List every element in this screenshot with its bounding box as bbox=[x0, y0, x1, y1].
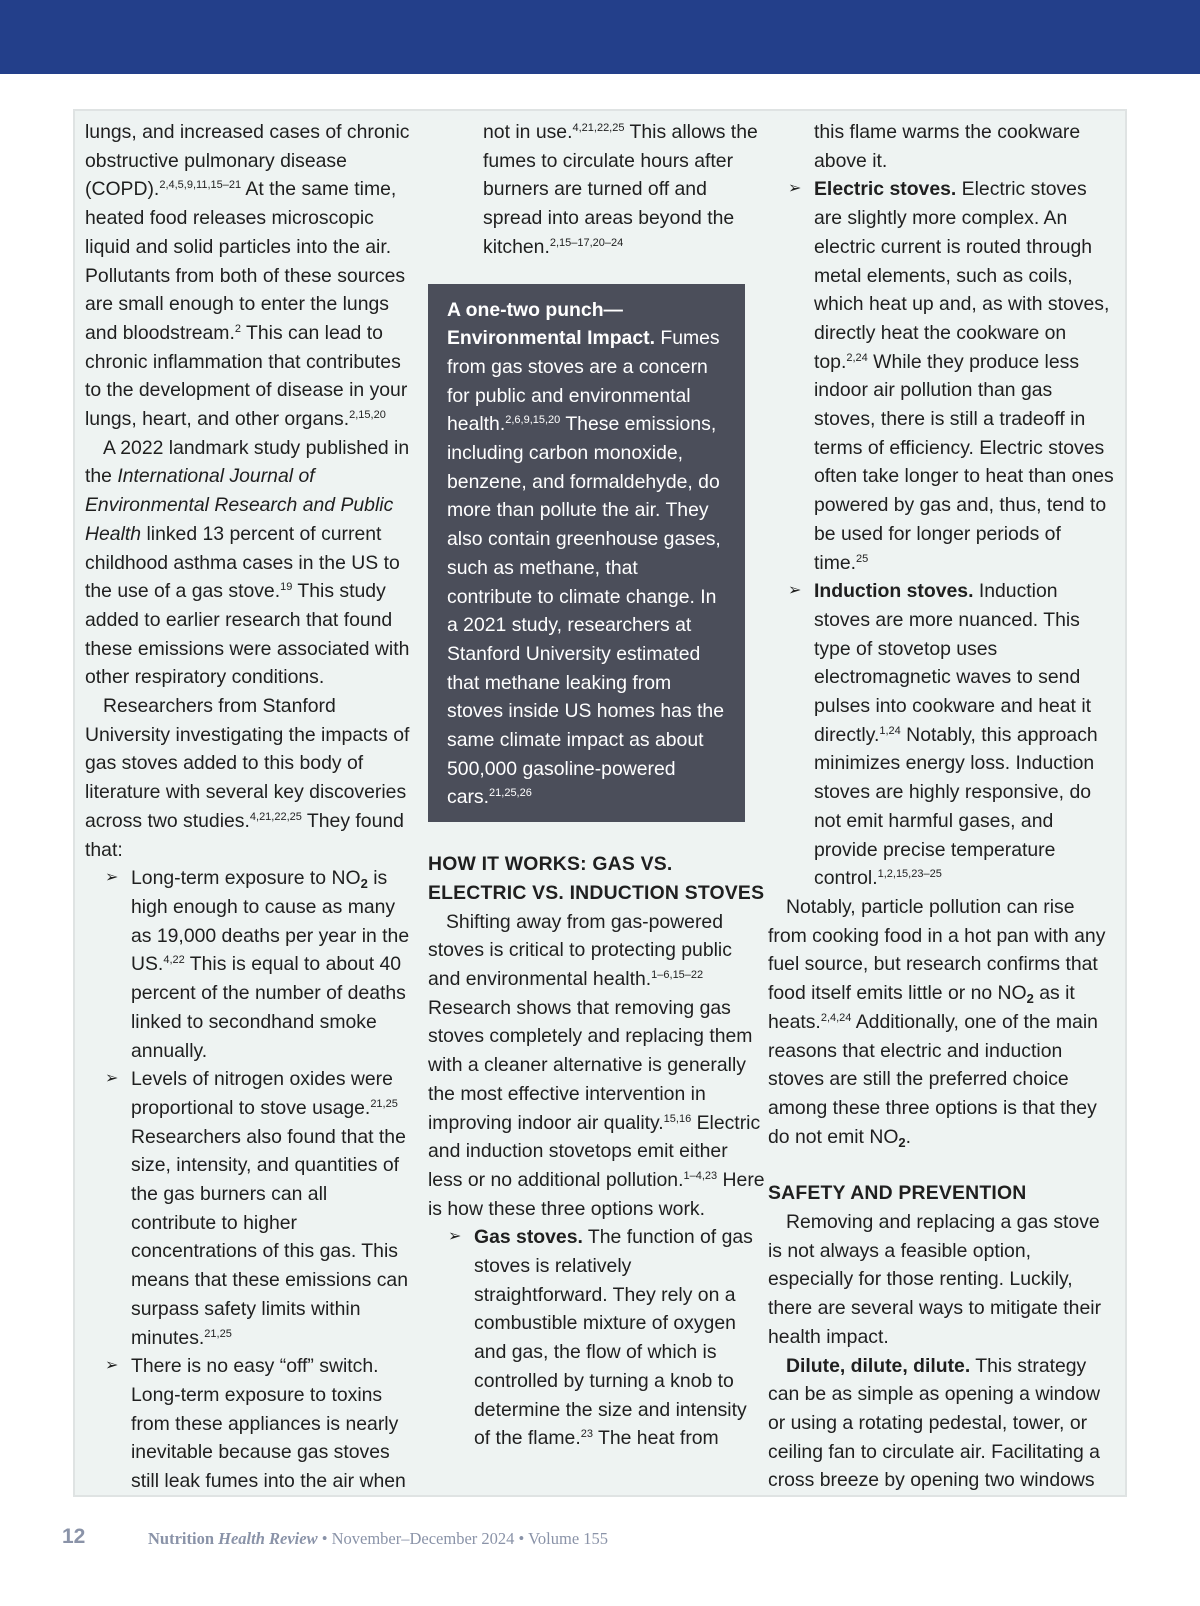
sidebar-environmental-impact: A one-two punch—Environmental Impact. Fumes from gas stoves are a concern for public and environmental health.$^{2,6,9,15,20}$ These emissions, including carbon monoxide, benzene, and formaldehyde, do more than pollute the air. They also contain greenhouse gases, such as methane, that contribute to climate change. In a 2021 study, researchers at Stanford University estimated that methane leaking from stoves inside US homes has the same climate impact as about 500,000 gasoline-powered cars.$^{21,25,26}$ bbox=[428, 284, 745, 823]
arrow-bullet-icon: ➢ bbox=[788, 582, 802, 600]
sidebar-title: A one-two punch—Environmental Impact. bbox=[447, 298, 655, 350]
list-item: ➢ Induction stoves. Induction stoves are more nuanced. This type of stovetop uses electromagnetic waves to send pulses into cookware and heat it directly.$^{1,24}$ Notably, this approach minimizes energy loss. Induction stoves are highly responsive, do not emit harmful gases, and provide precise temperature control.$^{1,2,15,23-25}$ bbox=[768, 577, 1118, 893]
arrow-bullet-icon: ➢ bbox=[448, 1228, 462, 1246]
paragraph: Removing and replacing a gas stove is not always a feasible option, especially for those renting. Luckily, there are several ways to mitigate their health impact. bbox=[768, 1211, 1102, 1348]
list-item: ➢ There is no easy “off” switch. Long-term exposure to toxins from these appliances is nearly inevitable because gas stoves still leak fumes into the air when bbox=[85, 1352, 415, 1496]
paragraph: A 2022 landmark study published in the International Journal of Environmental Research and Public Health linked 13 percent of current childhood asthma cases in the US to the use of a gas stove.$^{19}$ This study added to earlier research that found these emissions were associated with other respiratory conditions. bbox=[85, 436, 410, 689]
column-3 bbox=[768, 118, 1118, 1495]
arrow-bullet-icon: ➢ bbox=[788, 180, 802, 198]
list-item-continued: this flame warms the cookware above it. bbox=[814, 121, 1081, 172]
arrow-bullet-icon: ➢ bbox=[105, 1357, 119, 1375]
list-item-continued: not in use.$^{4,21,22,25}$ This allows the fumes to circulate hours after burners are turned off and spread into areas beyond the kitchen.$^{2,15-17,20-24}$ bbox=[483, 121, 758, 258]
paragraph: Notably, particle pollution can rise from cooking food in a hot pan with any fuel source, but research confirms that food itself emits little or no $NO_2$ as it heats.$^{2,4,24}$ Additionally, one of the main reasons that electric and induction stoves are still the preferred choice among these three options is that they do not emit $NO_2$. bbox=[768, 895, 1106, 1150]
paragraph: Shifting away from gas-powered stoves is critical to protecting public and environmental health.$^{1-6,15-22}$ Research shows that removing gas stoves completely and replacing them with a cleaner alternative is generally the most effective intervention in improving indoor air quality.$^{15,16}$ Electric and induction stovetops emit either less or no additional pollution.$^{1-4,23}$ Here is how these three options work. bbox=[428, 910, 765, 1220]
findings-list bbox=[85, 864, 415, 1495]
stove-types-list-continued bbox=[768, 118, 1118, 893]
column-2 bbox=[428, 118, 767, 1453]
column-1 bbox=[85, 118, 415, 1496]
list-item: ➢ Levels of nitrogen oxides were proportional to stove usage.$^{21,25}$ Researchers also found that the size, intensity, and quantities of the gas burners can all contribute to higher concentrations of this gas. This means that these emissions can surpass safety limits within minutes.$^{21,25}$ bbox=[85, 1065, 415, 1352]
paragraph: Dilute, dilute, dilute. This strategy can be as simple as opening a window or using a rotating pedestal, tower, or ceiling fan to circulate air. Facilitating a cross breeze by opening two windows bbox=[768, 1354, 1100, 1492]
list-item: ➢ Long-term exposure to $NO_2$ is high enough to cause as many as 19,000 deaths per year in the US.$^{4,22}$ This is equal to about 40 percent of the number of deaths linked to secondhand smoke annually. bbox=[85, 864, 415, 1065]
arrow-bullet-icon: ➢ bbox=[105, 869, 119, 887]
running-footer: Nutrition Health Review • November–December 2024 • Volume 155 bbox=[148, 1529, 609, 1548]
continued-list bbox=[437, 118, 767, 262]
page-number: 12 bbox=[62, 1525, 86, 1548]
list-item: ➢ Gas stoves. The function of gas stoves is relatively straightforward. They rely on a combustible mixture of oxygen and gas, the flow of which is controlled by turning a knob to determine the size and intensity of the flame.$^{23}$ The heat from bbox=[428, 1223, 767, 1453]
list-item: ➢ Electric stoves. Electric stoves are slightly more complex. An electric current is routed through metal elements, such as coils, which heat up and, as with stoves, directly heat the cookware on top.$^{2,24}$ While they produce less indoor air pollution than gas stoves, there is still a tradeoff in terms of efficiency. Electric stoves often take longer to heat than ones powered by gas and, thus, tend to be used for longer periods of time.$^{25}$ bbox=[768, 175, 1118, 577]
section-heading: SAFETY AND PREVENTION bbox=[768, 1182, 1027, 1205]
paragraph: lungs, and increased cases of chronic obstructive pulmonary disease (COPD).$^{2,4,5,9,11,15-21}$ At the same time, heated food releases microscopic liquid and solid particles into the air. Pollutants from both of these sources are small enough to enter the lungs and bloodstream.$^2$ This can lead to chronic inflammation that contributes to the development of disease in your lungs, heart, and other organs.$^{2,15,20}$ bbox=[85, 121, 410, 431]
section-heading: HOW IT WORKS: GAS VS. ELECTRIC VS. INDUCTION STOVES bbox=[428, 853, 765, 904]
arrow-bullet-icon: ➢ bbox=[105, 1070, 119, 1088]
stove-types-list bbox=[428, 1223, 767, 1453]
paragraph: Researchers from Stanford University investigating the impacts of gas stoves added to this body of literature with several key discoveries across two studies.$^{4,21,22,25}$ They found that: bbox=[85, 695, 410, 861]
header-band bbox=[0, 0, 1200, 74]
